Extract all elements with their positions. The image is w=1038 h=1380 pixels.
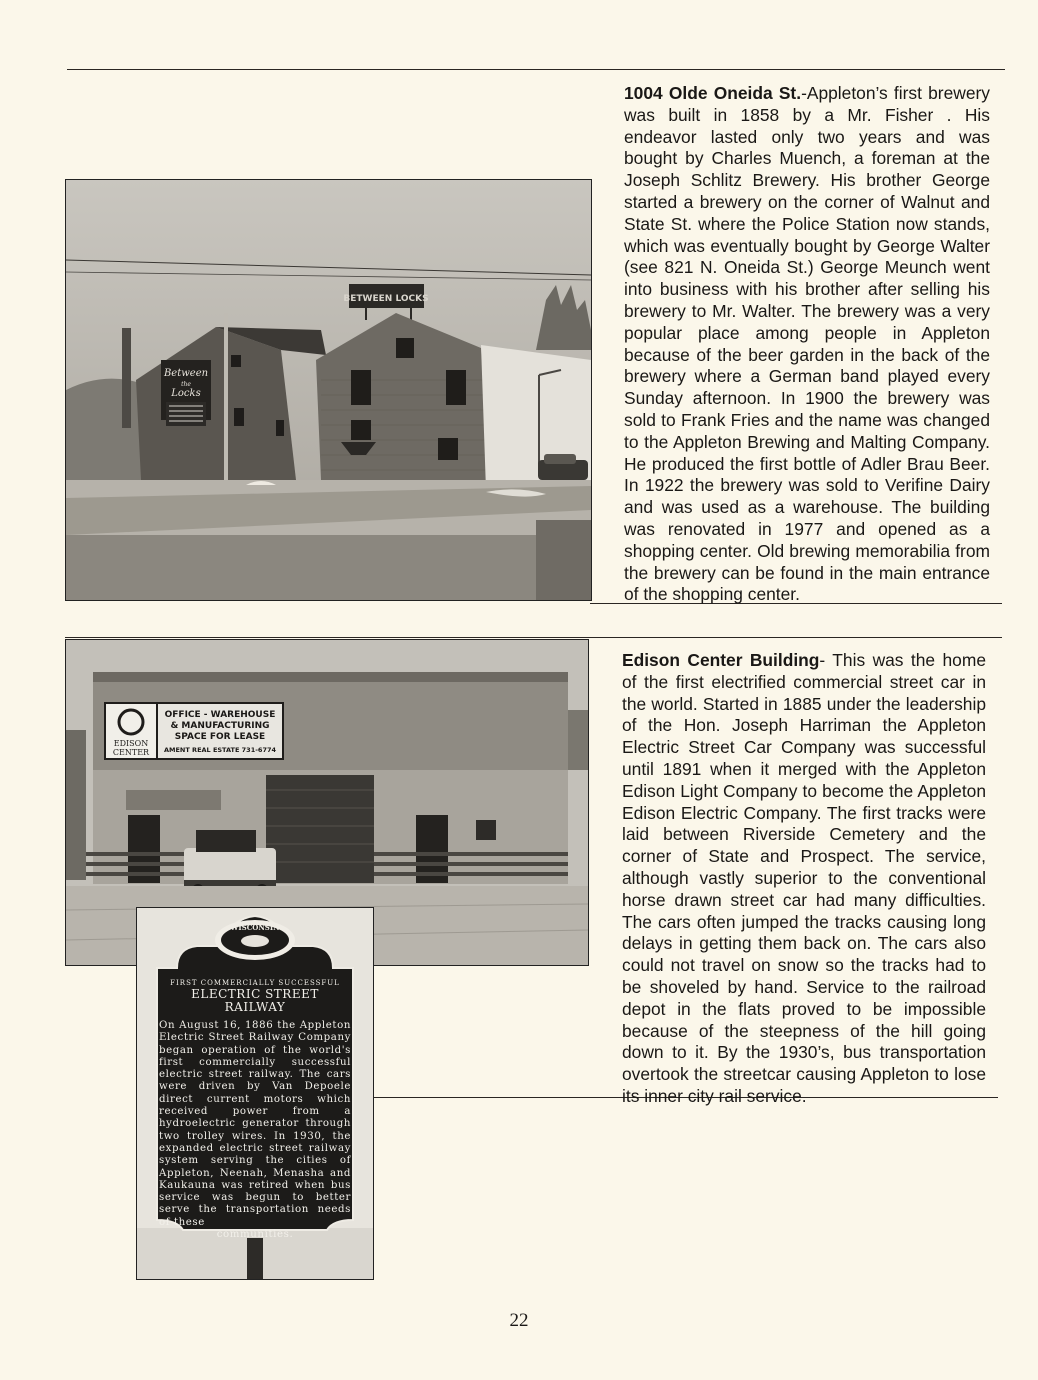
- historical-marker-photo: [136, 907, 374, 1280]
- edison-sign-line4: AMENT REAL ESTATE 731-6774: [163, 746, 277, 754]
- brewery-body: -Appleton’s first brewery was built in 1858 by a Mr. Fisher . His endeavor lasted only two years and was bought by Charles Muench, a foreman at the Joseph Schlitz Brewery. His brother George started a brewery on the corner of Walnut and State St. where the Police Station now stands, which was eventually bought by George Walter (see 821 N. Oneida St.) George Meunch went into business with his brother after selling his brewery to Mr. Walter. The brewery was a very popular place among people in Appleton because of the beer garden in the back of the brewery where a German band played every Sunday afternoon. In 1900 the brewery was sold to Frank Fries and the name was changed to the Appleton Brewing and Malting Company. He produced the first bottle of Adler Brau Beer. In 1922 the brewery was sold to Verifine Dairy and was used as a warehouse. The building was renovated in 1977 and opened as a shopping center. Old brewing memorabilia from the brewery can be found in the main entrance of the shopping center.: [624, 83, 990, 605]
- brewery-heading: 1004 Olde Oneida St.: [624, 83, 802, 103]
- marker-body: On August 16, 1886 the Appleton Electric Street Railway Company began operation of the world's first commercially successful electric street railway. The cars were driven by Van Depoele direct current motors which received power from a hydroelectric generator through two trolley wires. In 1930, the expanded electric street railway system serving the cities of Appleton, Neenah, Menasha and Kaukauna was retired when bus service was begun to better serve the transportation needs of these: [159, 1020, 351, 1228]
- edison-sign-line2: & MANUFACTURING: [170, 721, 270, 731]
- top-rule: [67, 69, 1005, 70]
- marker-title: ELECTRIC STREET RAILWAY: [191, 987, 319, 1014]
- edison-description: [622, 650, 986, 1108]
- brewery-roof-sign: BETWEEN LOCKS: [343, 294, 429, 304]
- marker-body-last: communities.: [216, 1229, 294, 1241]
- brewery-facade-sign-line3: Locks: [171, 388, 201, 399]
- marker-state: WISCONSIN: [230, 923, 280, 932]
- page-number: 22: [509, 1310, 529, 1331]
- edison-body: - This was the home of the first electrified commercial street car in the world. Started in 1885 under the leadership of the Hon. Joseph Harriman the Appleton Electric Street Car Company was successful until 1891 when it merged with the Appleton Edison Light Company to become the Appleton Edison Electric Company. The first tracks were laid between Riverside Cemetery and the corner of State and Prospect. The service, although vastly superior to the conventional horse drawn street car had many difficulties. The cars often jumped the tracks causing long delays in getting them back on. The cars also could not travel on snow so the tracks had to be shoveled by hand. Service to the railroad depot in the flats proved to be impossible because of the steepness of the hill going down to it. By the 1930’s, bus transportation overtook the streetcar causing Appleton to lose its inner city rail service.: [622, 650, 986, 1106]
- marker-body-container: [159, 1020, 351, 1241]
- edison-heading: Edison Center Building: [622, 650, 820, 670]
- brewery-photo: [65, 179, 592, 601]
- edison-sign-line1: OFFICE - WAREHOUSE: [164, 710, 276, 720]
- edison-logo-line2: CENTER: [112, 748, 150, 757]
- brewery-description: [624, 83, 990, 606]
- edison-top-rule: [65, 637, 1002, 638]
- brewery-facade-sign-line1: Between: [163, 368, 209, 379]
- marker-subheading: FIRST COMMERCIALLY SUCCESSFUL: [170, 979, 340, 987]
- edison-sign-line3: SPACE FOR LEASE: [174, 732, 266, 742]
- brewery-facade-sign-line2: the: [181, 381, 191, 388]
- marker-text: [159, 978, 351, 1241]
- edison-logo-line1: EDISON: [113, 739, 149, 748]
